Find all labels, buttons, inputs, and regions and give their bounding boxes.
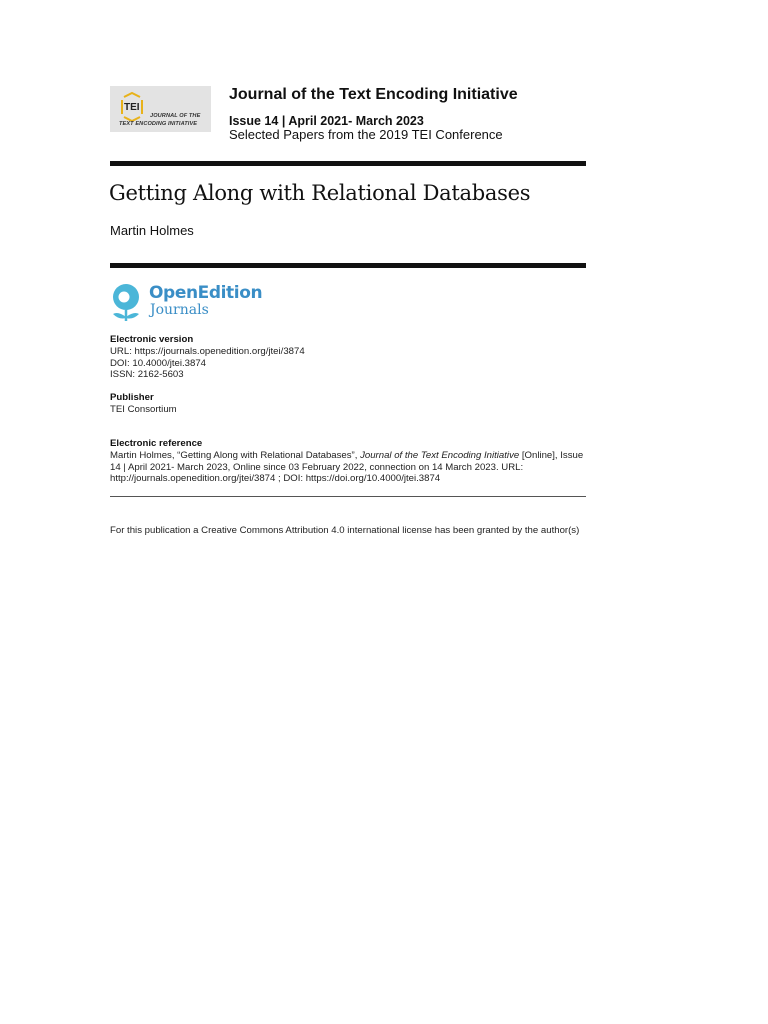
article-title: Getting Along with Relational Databases (109, 181, 531, 205)
electronic-version-block (110, 334, 305, 381)
openedition-flower-icon (110, 283, 144, 323)
openedition-name: OpenEdition (149, 283, 263, 303)
conference-line: Selected Papers from the 2019 TEI Conference (229, 127, 503, 142)
logo-line-2: TEXT ENCODING INITIATIVE (119, 121, 198, 127)
divider-top (110, 161, 586, 166)
electronic-reference-heading: Electronic reference (110, 438, 203, 449)
publisher-block (110, 392, 177, 416)
publisher-heading: Publisher (110, 392, 154, 403)
divider-bottom (110, 496, 586, 497)
reference-journal: Journal of the Text Encoding Initiative (360, 449, 520, 461)
tei-journal-logo (110, 86, 211, 132)
doi-line[interactable]: DOI: 10.4000/jtei.3874 (110, 357, 207, 369)
openedition-logo (110, 283, 270, 323)
issue-line: Issue 14 | April 2021- March 2023 (229, 114, 424, 128)
article-author: Martin Holmes (110, 223, 194, 238)
reference-suffix: [Online], Issue 14 | April 2021- March 2023, Online since 03 February 2022, connection on 14 March 2023. URL: http://journals.openedition.org/jtei/3874 ; DOI: https://doi.org/10.4000/jtei.3874 (110, 449, 584, 485)
publisher-name: TEI Consortium (110, 403, 177, 415)
divider-middle (110, 263, 586, 268)
openedition-subname: Journals (150, 302, 209, 318)
url-line[interactable]: URL: https://journals.openedition.org/jtei/3874 (110, 345, 305, 357)
electronic-reference-text (110, 450, 586, 485)
license-text: For this publication a Creative Commons Attribution 4.0 international license has been granted by the author(s) (110, 525, 580, 536)
journal-title: Journal of the Text Encoding Initiative (229, 86, 518, 103)
logo-line-1: JOURNAL OF THE (150, 113, 201, 119)
electronic-reference-block (110, 438, 586, 485)
reference-prefix: Martin Holmes, “Getting Along with Relational Databases”, (110, 449, 361, 461)
tei-logo-letters: TEI (124, 102, 140, 113)
issn-line: ISSN: 2162-5603 (110, 369, 184, 381)
electronic-version-heading: Electronic version (110, 334, 194, 345)
